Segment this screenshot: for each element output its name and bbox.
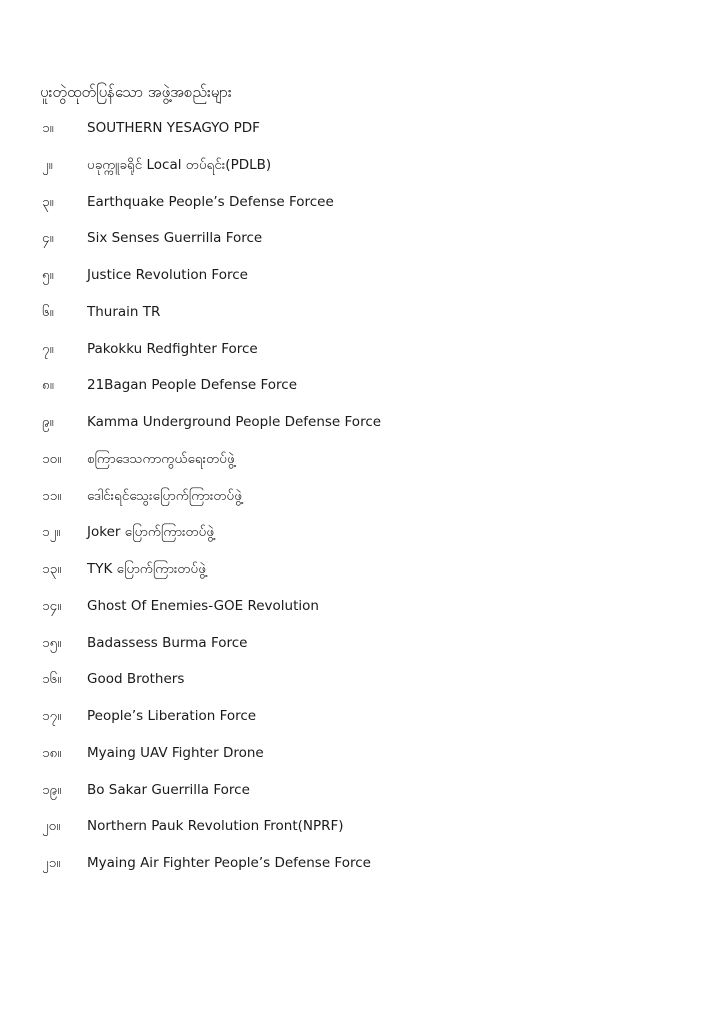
list-item: [0, 337, 720, 374]
list-item: [0, 520, 720, 557]
item-number: ၁၃။: [42, 561, 62, 577]
item-name: SOUTHERN YESAGYO PDF: [87, 120, 260, 136]
item-name: 21Bagan People Defense Force: [87, 377, 298, 394]
item-number: ၂၀။: [42, 818, 61, 835]
item-number: ၅။: [42, 267, 54, 283]
item-name: စကြာဒေသကာကွယ်ရေးတပ်ဖွဲ့: [87, 450, 235, 467]
list-item: [0, 226, 720, 263]
list-item: [0, 778, 720, 815]
list-item: [0, 447, 720, 484]
item-name: Ghost Of Enemies-GOE Revolution: [87, 597, 319, 614]
item-number: ၉။: [42, 414, 54, 430]
item-number: ၁၈။: [42, 744, 62, 761]
item-number: ၄။: [42, 230, 54, 247]
list-item: [0, 263, 720, 300]
list-item: [0, 631, 720, 668]
item-number: ၁။: [42, 120, 54, 136]
item-number: ၁၀။: [42, 450, 62, 467]
item-name: Justice Revolution Force: [87, 267, 248, 283]
list-item: [0, 190, 720, 227]
item-number: ၁၁။: [42, 487, 62, 504]
item-name: ဒေါင်းရင်သွေးပြောက်ကြားတပ်ဖွဲ့: [87, 487, 242, 504]
item-name: Thurain TR: [87, 303, 161, 320]
item-name: Joker ပြောက်ကြားတပ်ဖွဲ့: [87, 524, 215, 541]
list-item: [0, 300, 720, 337]
document-title: ပူးတွဲထုတ်ပြန်သော အဖွဲ့အစည်းများ: [40, 83, 232, 101]
list-item: [0, 851, 720, 888]
item-name: Pakokku Redfighter Force: [87, 340, 258, 357]
list-item: [0, 153, 720, 190]
list-item: [0, 704, 720, 741]
item-number: ၈။: [42, 377, 54, 394]
item-name: People’s Liberation Force: [87, 708, 257, 724]
item-number: ၇။: [42, 340, 54, 357]
item-number: ၁၅။: [42, 634, 62, 651]
item-name: TYK ပြောက်ကြားတပ်ဖွဲ့: [87, 561, 206, 577]
list-item: [0, 373, 720, 410]
list-item: [0, 741, 720, 778]
list-item: [0, 410, 720, 447]
item-name: Badassess Burma Force: [87, 634, 248, 651]
item-number: ၆။: [42, 303, 54, 320]
item-number: ၁၄။: [42, 597, 62, 614]
list-item: [0, 116, 720, 153]
organization-list: [0, 116, 720, 888]
list-item: [0, 484, 720, 521]
list-item: [0, 557, 720, 594]
list-item: [0, 667, 720, 704]
item-number: ၂၁။: [42, 855, 61, 871]
item-name: Myaing UAV Fighter Drone: [87, 744, 264, 761]
item-name: Myaing Air Fighter People’s Defense Force: [87, 855, 371, 871]
list-item: [0, 594, 720, 631]
item-number: ၁၆။: [42, 671, 62, 688]
item-name: ပခုက္ကူခရိုင် Local တပ်ရင်း(PDLB): [87, 156, 272, 173]
item-number: ၁၂။: [42, 524, 61, 541]
item-name: Six Senses Guerrilla Force: [87, 230, 263, 247]
item-number: ၁၇။: [42, 708, 62, 724]
list-item: [0, 814, 720, 851]
item-name: Kamma Underground People Defense Force: [87, 414, 382, 430]
item-number: ၂။: [42, 156, 53, 173]
item-number: ၁၉။: [42, 781, 62, 798]
item-number: ၃။: [42, 193, 54, 210]
item-name: Bo Sakar Guerrilla Force: [87, 781, 250, 798]
item-name: Earthquake People’s Defense Forcee: [87, 193, 334, 210]
item-name: Good Brothers: [87, 671, 185, 688]
item-name: Northern Pauk Revolution Front(NPRF): [87, 818, 344, 835]
